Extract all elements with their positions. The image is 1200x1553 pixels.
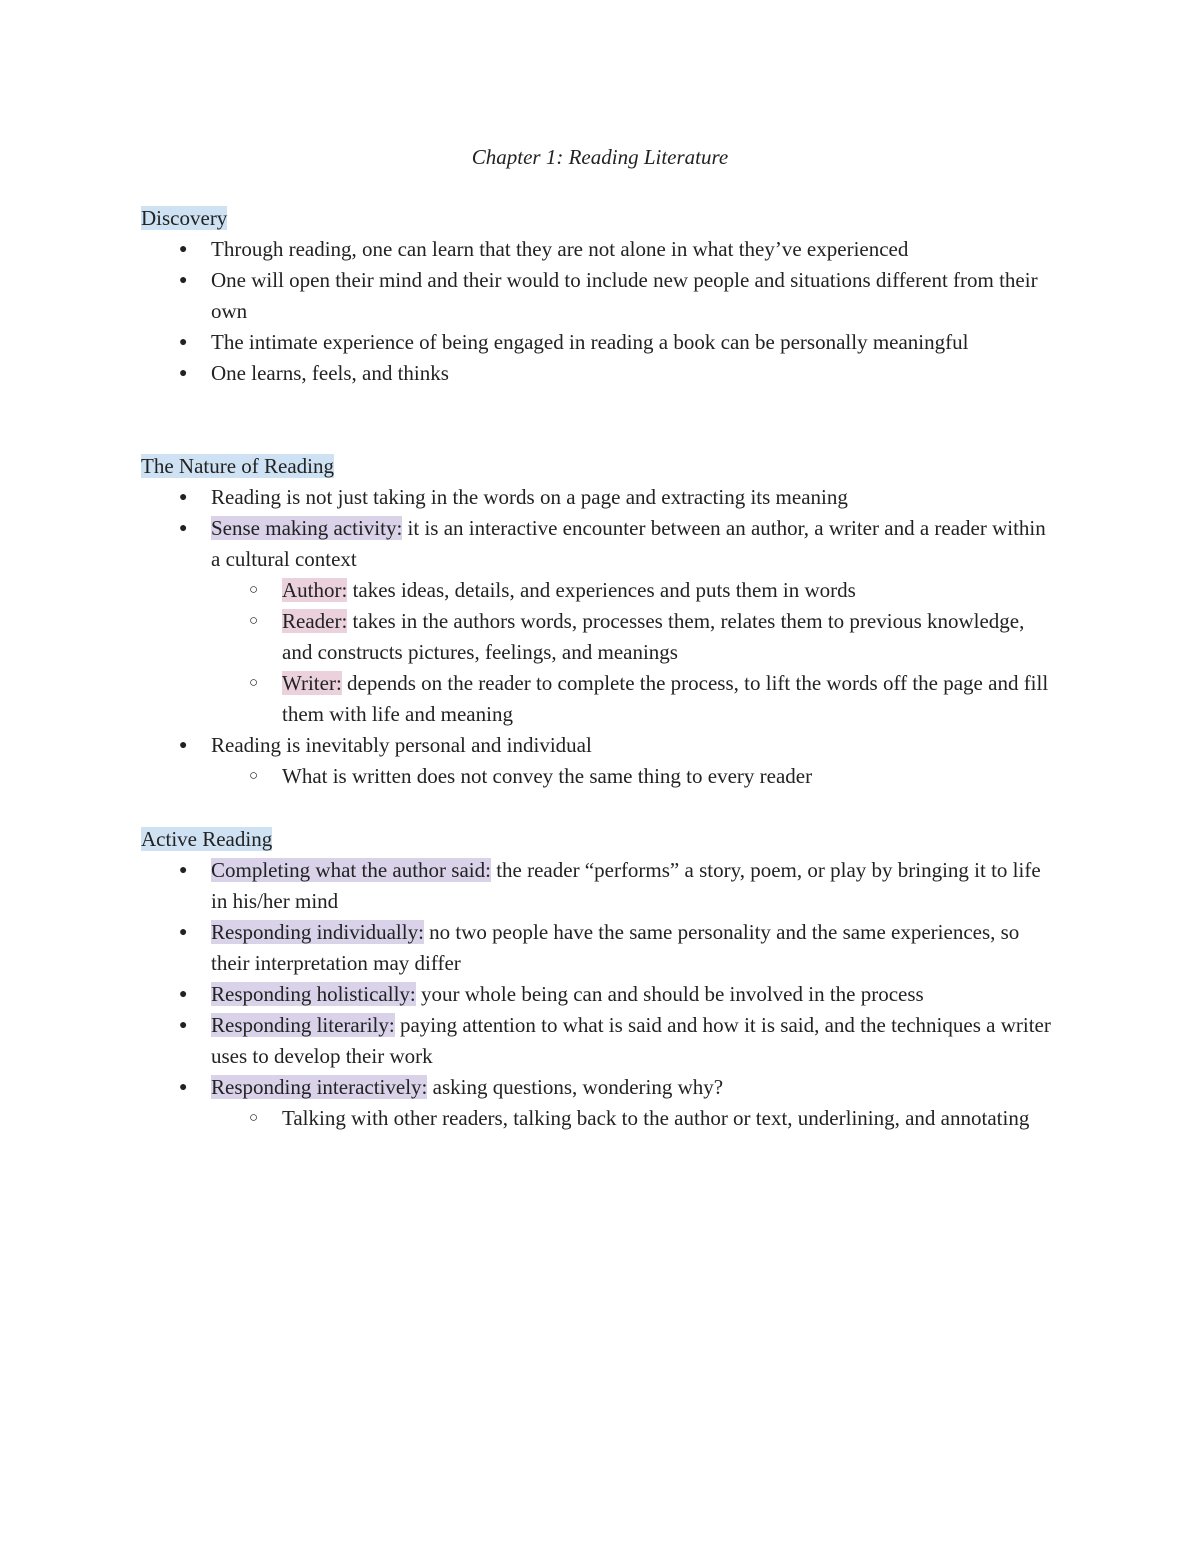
section-heading — [141, 451, 1051, 482]
item-text: the reader “performs” a story, poem, or play by bringing it to life in his/her mind — [211, 858, 1041, 913]
item-term: Writer: — [282, 671, 342, 695]
item-text: asking questions, wondering why? — [427, 1075, 724, 1099]
item-text: Reading is inevitably personal and individual — [211, 733, 592, 757]
section-active-reading — [141, 824, 1051, 1134]
item-text: Talking with other readers, talking back to the author or text, underlining, and annotating — [282, 1106, 1030, 1130]
sub-list-item — [211, 606, 1051, 668]
bullet-list — [141, 482, 1051, 792]
list-item — [141, 234, 1051, 265]
list-item — [141, 513, 1051, 730]
item-text: paying attention to what is said and how it is said, and the techniques a writer uses to develop their work — [211, 1013, 1051, 1068]
list-item — [141, 265, 1051, 327]
section-discovery — [141, 203, 1051, 389]
bullet-circle-icon: ○ — [249, 675, 259, 691]
item-text: takes in the authors words, processes them, relates them to previous knowledge, and constructs pictures, feelings, and meanings — [282, 609, 1025, 664]
bullet-list — [141, 855, 1051, 1134]
item-text: it is an interactive encounter between an author, a writer and a reader within a cultural context — [211, 516, 1046, 571]
section-heading-text: The Nature of Reading — [141, 454, 335, 478]
bullet-dot-icon: ● — [179, 1018, 188, 1033]
list-item — [141, 855, 1051, 917]
bullet-circle-icon: ○ — [249, 768, 259, 784]
item-term: Completing what the author said: — [211, 858, 491, 882]
item-text: One will open their mind and their would to include new people and situations different from their own — [211, 268, 1038, 323]
bullet-dot-icon: ● — [179, 490, 188, 505]
list-item — [141, 482, 1051, 513]
item-term: Author: — [282, 578, 348, 602]
item-text: takes ideas, details, and experiences and puts them in words — [347, 578, 856, 602]
bullet-dot-icon: ● — [179, 987, 188, 1002]
sub-list-item — [211, 761, 1051, 792]
bullet-circle-icon: ○ — [249, 1110, 259, 1126]
sub-list-item — [211, 1103, 1051, 1134]
section-heading-text: Active Reading — [141, 827, 273, 851]
item-term: Reader: — [282, 609, 348, 633]
list-item — [141, 1072, 1051, 1134]
item-term: Responding holistically: — [211, 982, 416, 1006]
section-heading — [141, 824, 1051, 855]
item-text: your whole being can and should be involved in the process — [415, 982, 924, 1006]
bullet-list — [141, 234, 1051, 389]
bullet-circle-icon: ○ — [249, 582, 259, 598]
list-item — [141, 979, 1051, 1010]
page-title: Chapter 1: Reading Literature — [471, 145, 729, 169]
item-text: The intimate experience of being engaged in reading a book can be personally meaningful — [211, 330, 969, 354]
item-text: depends on the reader to complete the process, to lift the words off the page and fill them with life and meaning — [282, 671, 1049, 726]
list-item — [141, 327, 1051, 358]
item-term: Responding individually: — [211, 920, 424, 944]
item-text: What is written does not convey the same thing to every reader — [282, 764, 813, 788]
bullet-dot-icon: ● — [179, 335, 188, 350]
list-item — [141, 917, 1051, 979]
item-text: Through reading, one can learn that they are not alone in what they’ve experienced — [211, 237, 909, 261]
item-text: Reading is not just taking in the words on a page and extracting its meaning — [211, 485, 848, 509]
list-item — [141, 1010, 1051, 1072]
bullet-dot-icon: ● — [179, 366, 188, 381]
bullet-dot-icon: ● — [179, 1080, 188, 1095]
bullet-dot-icon: ● — [179, 242, 188, 257]
section-nature-of-reading — [141, 451, 1051, 792]
item-term: Sense making activity: — [211, 516, 403, 540]
item-term: Responding literarily: — [211, 1013, 395, 1037]
bullet-dot-icon: ● — [179, 738, 188, 753]
bullet-circle-icon: ○ — [249, 613, 259, 629]
item-term: Responding interactively: — [211, 1075, 428, 1099]
sub-bullet-list — [211, 761, 1051, 792]
sub-bullet-list — [211, 575, 1051, 730]
section-heading-text: Discovery — [141, 206, 228, 230]
list-item — [141, 358, 1051, 389]
section-heading — [141, 203, 1051, 234]
item-text: One learns, feels, and thinks — [211, 361, 449, 385]
bullet-dot-icon: ● — [179, 925, 188, 940]
sub-bullet-list — [211, 1103, 1051, 1134]
list-item — [141, 730, 1051, 792]
bullet-dot-icon: ● — [179, 273, 188, 288]
bullet-dot-icon: ● — [179, 863, 188, 878]
bullet-dot-icon: ● — [179, 521, 188, 536]
sub-list-item — [211, 668, 1051, 730]
sub-list-item — [211, 575, 1051, 606]
item-text: no two people have the same personality and the same experiences, so their interpretation may differ — [211, 920, 1020, 975]
